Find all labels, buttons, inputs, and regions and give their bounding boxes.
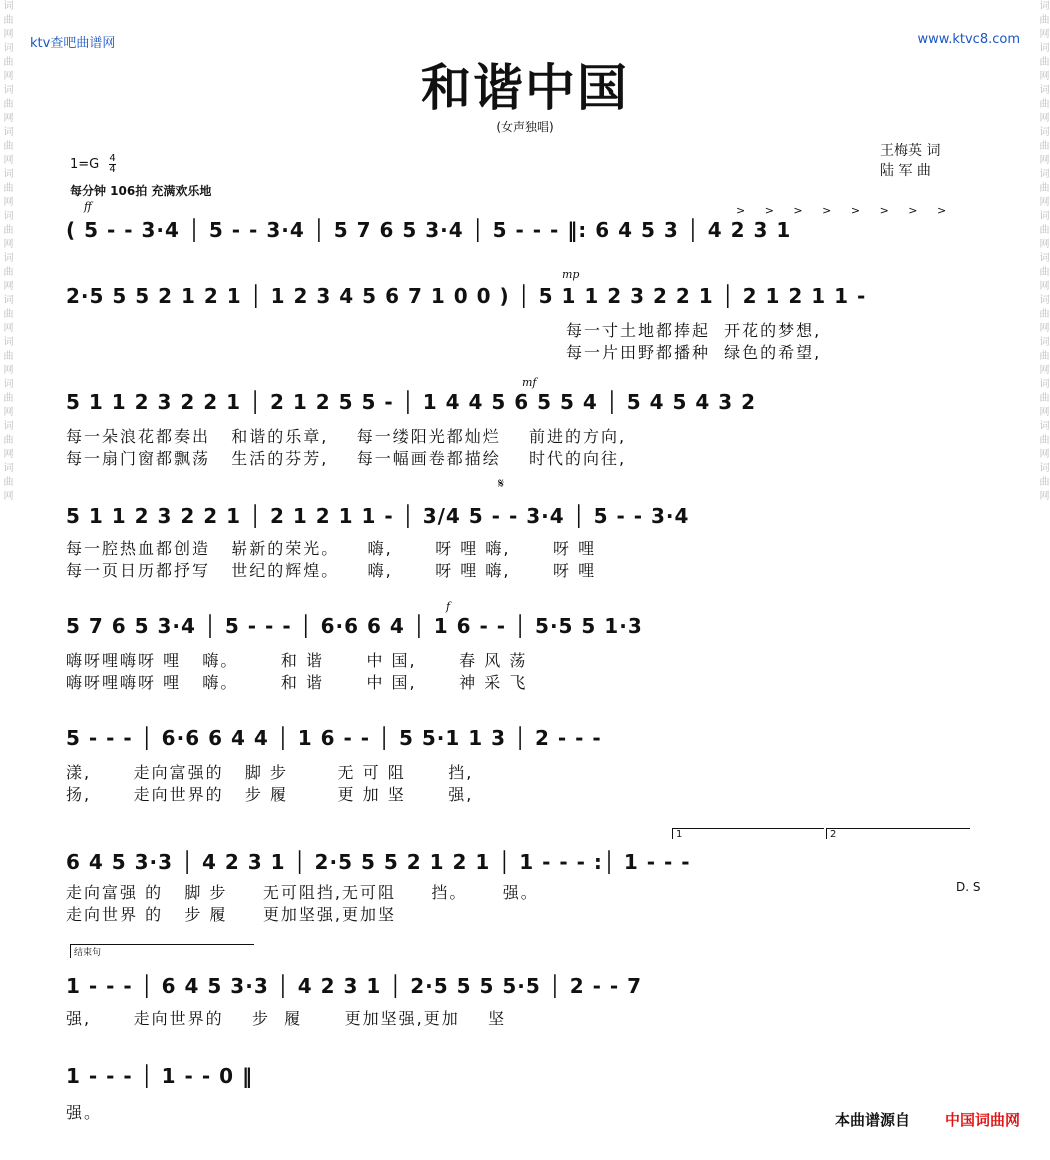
lyric-verse-1: 嗨呀哩嗨呀 哩 嗨。 和 谐 中 国, 春 风 荡 [66, 651, 528, 670]
dynamic-mark: mp [562, 268, 580, 281]
tempo-marking: 每分钟 106拍 充满欢乐地 [70, 184, 212, 198]
ending-label: 结束句 [70, 944, 254, 958]
composer-credit: 陆 军 曲 [880, 163, 931, 179]
watermark-strip-left: 词曲网词曲网词曲网词曲网词曲网词曲网词曲网词曲网词曲网词曲网词曲网词曲网 [1, 0, 12, 504]
notation-line: 1 - - - │ 6 4 5 3·3 │ 4 2 3 1 │ 2·5 5 5 5·5 │ 2 - - 7 [66, 974, 643, 998]
footer-source-site[interactable]: 中国词曲网 [944, 1111, 1020, 1129]
key-signature [70, 154, 116, 175]
lyric-verse-1: 强。 [66, 1103, 103, 1122]
lyric-verse-1: 每一腔热血都创造 崭新的荣光。 嗨, 呀 哩 嗨, 呀 哩 [66, 539, 597, 558]
watermark-strip-right: 词曲网词曲网词曲网词曲网词曲网词曲网词曲网词曲网词曲网词曲网词曲网词曲网 [1037, 0, 1048, 504]
lyric-verse-2: 每一片田野都播种 绿色的希望, [566, 343, 822, 362]
lyric-verse-1: 走向富强 的 脚 步 无可阻挡,无可阻 挡。 强。 [66, 883, 539, 902]
notation-line: 2·5 5 5 2 1 2 1 │ 1 2 3 4 5 6 7 1 0 0 ) │ 5 1 1 2 3 2 2 1 │ 2 1 2 1 1 - [66, 284, 867, 308]
lyric-verse-2: 每一页日历都抒写 世纪的辉煌。 嗨, 呀 哩 嗨, 呀 哩 [66, 561, 597, 580]
segno-icon: 𝄋 [498, 476, 505, 492]
notation-line: 5 1 1 2 3 2 2 1 │ 2 1 2 5 5 - │ 1 4 4 5 6 5 5 4 │ 5 4 5 4 3 2 [66, 390, 757, 414]
notation-line: ( 5 - - 3·4 │ 5 - - 3·4 │ 5 7 6 5 3·4 │ 5 - - - ‖: 6 4 5 3 │ 4 2 3 1 [66, 218, 792, 242]
key-text: 1=G [70, 157, 100, 172]
dynamic-mark: mf [522, 376, 537, 389]
time-sig-bottom: 4 [109, 164, 116, 175]
footer-source-label: 本曲谱源自 [834, 1111, 910, 1129]
notation-line: 5 7 6 5 3·4 │ 5 - - - │ 6·6 6 4 │ 1 6 - - │ 5·5 5 1·3 [66, 614, 643, 638]
lyric-verse-2: 走向世界 的 步 履 更加坚强,更加坚 [66, 905, 396, 924]
accent-marks: > > > > > > > > [736, 204, 955, 217]
song-title: 和谐中国 [421, 59, 629, 117]
lyricist-credit: 王梅英 词 [880, 143, 941, 159]
lyric-verse-2: 嗨呀哩嗨呀 哩 嗨。 和 谐 中 国, 神 采 飞 [66, 673, 528, 692]
lyric-verse-1: 漾, 走向富强的 脚 步 无 可 阻 挡, [66, 763, 474, 782]
volta-1: 1 [672, 828, 824, 839]
lyric-verse-1: 每一朵浪花都奏出 和谐的乐章, 每一缕阳光都灿烂 前进的方向, [66, 427, 627, 446]
header-site-right[interactable]: www.ktvc8.com [917, 32, 1020, 47]
header-site-left[interactable]: ktv查吧曲谱网 [30, 36, 116, 51]
volta-2: 2 [826, 828, 970, 839]
dal-segno-mark: D. S [956, 880, 981, 894]
lyric-verse-1: 强, 走向世界的 步 履 更加坚强,更加 坚 [66, 1009, 507, 1028]
dynamic-mark: f [446, 600, 451, 613]
notation-line: 5 - - - │ 6·6 6 4 4 │ 1 6 - - │ 5 5·1 1 3 │ 2 - - - [66, 726, 602, 750]
lyric-verse-1: 每一寸土地都捧起 开花的梦想, [566, 321, 822, 340]
lyric-verse-2: 每一扇门窗都飘荡 生活的芬芳, 每一幅画卷都描绘 时代的向往, [66, 449, 627, 468]
time-sig-top: 4 [109, 153, 116, 164]
notation-line: 6 4 5 3·3 │ 4 2 3 1 │ 2·5 5 5 2 1 2 1 │ 1 - - - :│ 1 - - - [66, 850, 691, 874]
lyric-verse-2: 扬, 走向世界的 步 履 更 加 坚 强, [66, 785, 474, 804]
notation-line: 5 1 1 2 3 2 2 1 │ 2 1 2 1 1 - │ 3/4 5 - - 3·4 │ 5 - - 3·4 [66, 504, 690, 528]
notation-line: 1 - - - │ 1 - - 0 ‖ [66, 1064, 253, 1088]
time-signature [109, 154, 115, 175]
song-subtitle: (女声独唱) [496, 120, 554, 134]
dynamic-mark: ff [84, 200, 92, 213]
